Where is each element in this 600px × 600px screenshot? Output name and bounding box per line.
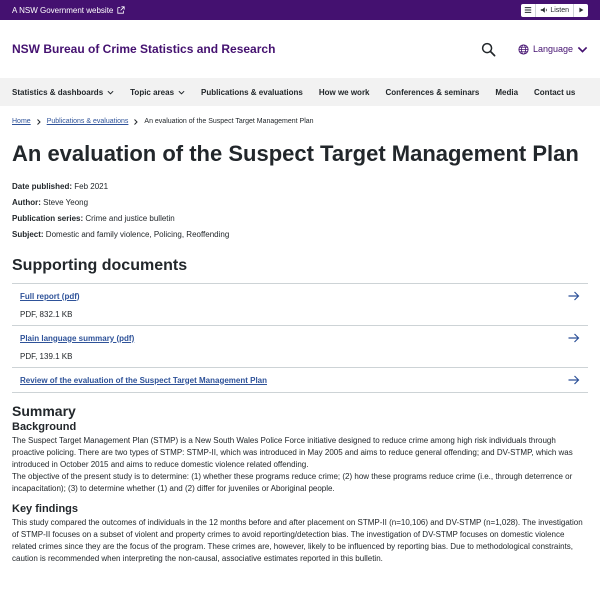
gov-website-link[interactable] — [12, 6, 125, 15]
nav-item-topic-areas[interactable] — [130, 88, 185, 97]
summary-title: Summary — [12, 403, 76, 419]
chevron-down-icon — [178, 89, 185, 96]
meta-series-value: Crime and justice bulletin — [85, 214, 175, 223]
meta-series-label: Publication series: — [12, 214, 84, 223]
meta-subject-value: Domestic and family violence, Policing, Reoffending — [45, 230, 230, 239]
meta-subject — [12, 227, 588, 243]
listen-menu-button[interactable] — [521, 4, 536, 17]
nav-item-media[interactable]: Media — [495, 87, 519, 97]
review-evaluation-link[interactable]: Review of the evaluation of the Suspect Target Management Plan — [20, 375, 268, 385]
breadcrumb — [12, 118, 588, 125]
key-findings-title: Key findings — [12, 503, 79, 515]
breadcrumb-home[interactable]: Home — [12, 118, 31, 125]
site-header — [0, 20, 600, 78]
chevron-right-icon — [36, 119, 42, 125]
arrow-right-icon[interactable] — [568, 291, 580, 301]
publication-meta — [12, 179, 588, 243]
nav-item-contact[interactable]: Contact us — [534, 87, 576, 97]
full-report-link[interactable]: Full report (pdf) — [20, 291, 80, 301]
site-title[interactable]: NSW Bureau of Crime Statistics and Research — [12, 42, 276, 56]
meta-series — [12, 211, 588, 227]
meta-date-label: Date published: — [12, 182, 73, 191]
meta-subject-label: Subject: — [12, 230, 44, 239]
document-item — [12, 326, 588, 368]
background-title: Background — [12, 421, 77, 433]
breadcrumb-publications[interactable]: Publications & evaluations — [46, 118, 129, 125]
gov-website-label: A NSW Government website — [12, 5, 114, 15]
background-paragraph-1: The Suspect Target Management Plan (STMP) is a New South Wales Police Force initiative designed to reduce crime among high risk individuals through proactive policing. There are two types of STMP: STMP-II, which was introduced in May 2005 and aims to reduce general offending; and DV-STMP, which was introduced in October 2015 and aims to reduce domestic violence related offending. — [12, 436, 573, 469]
document-link-row[interactable] — [20, 288, 580, 304]
chevron-right-icon — [133, 119, 139, 125]
document-meta: PDF, 832.1 KB — [20, 310, 73, 319]
meta-author-value: Steve Yeong — [43, 198, 89, 207]
breadcrumb-current: An evaluation of the Suspect Target Management Plan — [144, 118, 314, 125]
gov-bar — [0, 0, 600, 20]
supporting-documents-title: Supporting documents — [12, 257, 188, 274]
meta-date — [12, 179, 588, 195]
arrow-right-icon[interactable] — [568, 333, 580, 343]
listen-button[interactable] — [536, 4, 574, 17]
nav-item-statistics[interactable] — [12, 88, 114, 97]
document-meta: PDF, 139.1 KB — [20, 352, 73, 361]
listen-play-button[interactable] — [574, 4, 588, 17]
speaker-icon — [540, 6, 548, 14]
search-icon[interactable] — [481, 42, 496, 57]
nav-item-publications[interactable]: Publications & evaluations — [201, 87, 303, 97]
meta-author — [12, 195, 588, 211]
main-nav — [0, 78, 600, 106]
listen-widget — [521, 4, 588, 17]
chevron-down-icon — [577, 44, 588, 55]
meta-author-label: Author: — [12, 198, 41, 207]
arrow-right-icon[interactable] — [568, 375, 580, 385]
document-link-row[interactable] — [20, 330, 580, 346]
background-paragraph-2: The objective of the present study is to determine: (1) whether these programs reduce crime; (2) how these programs reduce crime (i.e., through deterrence or incapacitation); (3) to determine whether (1) and (2) differ for juveniles or Aboriginal people. — [12, 472, 573, 493]
listen-label: Listen — [550, 6, 569, 14]
header-tools — [481, 42, 588, 57]
globe-icon — [518, 44, 529, 55]
document-item — [12, 368, 588, 393]
external-link-icon — [117, 6, 125, 14]
nav-item-conferences[interactable]: Conferences & seminars — [385, 87, 480, 97]
plain-language-summary-link[interactable]: Plain language summary (pdf) — [20, 333, 135, 343]
menu-icon — [524, 6, 532, 14]
language-label: Language — [532, 44, 573, 54]
page-title: An evaluation of the Suspect Target Management Plan — [12, 141, 579, 166]
chevron-down-icon — [107, 89, 114, 96]
document-item — [12, 284, 588, 326]
nav-item-how-we-work[interactable]: How we work — [318, 87, 370, 97]
nav-item-label: Statistics & dashboards — [12, 87, 104, 97]
document-link-row[interactable] — [20, 372, 580, 388]
key-findings-paragraph: This study compared the outcomes of individuals in the 12 months before and after placement on STMP-II (n=10,106) and DV-STMP (n=1,028). The investigation of STMP-II focuses on a subset of violent and property crimes to avoid reporting/detection bias. The investigation of DV-STMP focuses on domestic violence related crimes since they are the focus of the program. These crimes are, however, likely to be influenced by reporting bias. Due to methodological constraints, caution is recommended when interpreting the non-causal, associative estimates reported in this bulletin. — [12, 518, 583, 563]
meta-date-value: Feb 2021 — [74, 182, 109, 191]
supporting-documents-list — [12, 283, 588, 393]
nav-item-label: Topic areas — [130, 87, 175, 97]
language-button[interactable] — [518, 44, 588, 55]
play-icon — [577, 6, 585, 14]
